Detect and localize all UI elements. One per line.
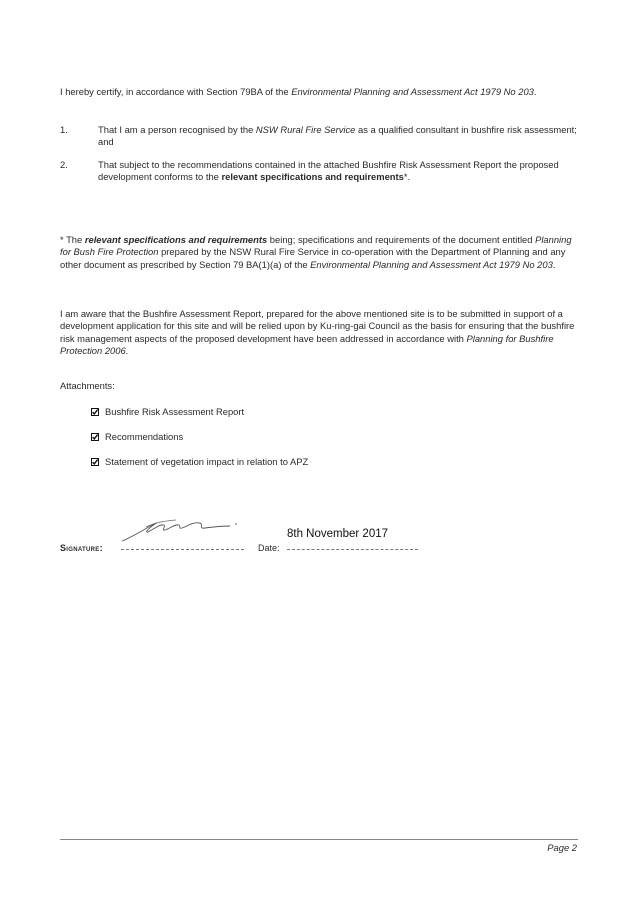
handwritten-signature bbox=[118, 515, 243, 545]
checked-box-icon bbox=[91, 458, 99, 466]
checked-box-icon bbox=[91, 408, 99, 416]
date-value: 8th November 2017 bbox=[287, 528, 389, 540]
awareness-paragraph: I am aware that the Bushfire Assessment Report, prepared for the above mentioned site is to be submitted in support of a development application for this site and will be relied upon by Ku-ring-gai Council as the basis for ensuring that the bushfire risk management aspects of the proposed development have been addressed in accordance with Planning for Bushfire Protection 2006. bbox=[60, 308, 575, 357]
attachment-item-1: Bushfire Risk Assessment Report bbox=[91, 406, 244, 418]
list-number: 2. bbox=[60, 159, 68, 170]
footer-divider bbox=[60, 839, 578, 840]
date-line bbox=[287, 549, 418, 550]
checked-box-icon bbox=[91, 433, 99, 441]
signature-line bbox=[121, 549, 244, 550]
attachment-item-2: Recommendations bbox=[91, 431, 183, 443]
attachments-label: Attachments: bbox=[60, 380, 115, 391]
date-label: Date: bbox=[258, 543, 280, 553]
certification-statement: I hereby certify, in accordance with Section 79BA of the Environmental Planning and Assessment Act 1979 No 203. bbox=[60, 86, 537, 97]
attachment-item-3: Statement of vegetation impact in relation to APZ bbox=[91, 456, 308, 468]
signature-label: Signature: bbox=[60, 543, 103, 553]
list-text: That I am a person recognised by the NSW Rural Fire Service as a qualified consultant in bushfire risk assessment; and bbox=[98, 124, 577, 148]
footnote-paragraph: * The relevant specifications and requirements being; specifications and requirements of the document entitled Planning for Bush Fire Protection prepared by the NSW Rural Fire Service in co-operation with the Department of Planning and any other document as prescribed by Section 79 BA(1)(a) of the Environmental Planning and Assessment Act 1979 No 203. bbox=[60, 234, 572, 270]
list-text: That subject to the recommendations contained in the attached Bushfire Risk Assessment Report the proposed development conforms to the relevant specifications and requirements*. bbox=[98, 159, 559, 183]
page-number: Page 2 bbox=[547, 842, 577, 853]
list-number: 1. bbox=[60, 124, 68, 135]
